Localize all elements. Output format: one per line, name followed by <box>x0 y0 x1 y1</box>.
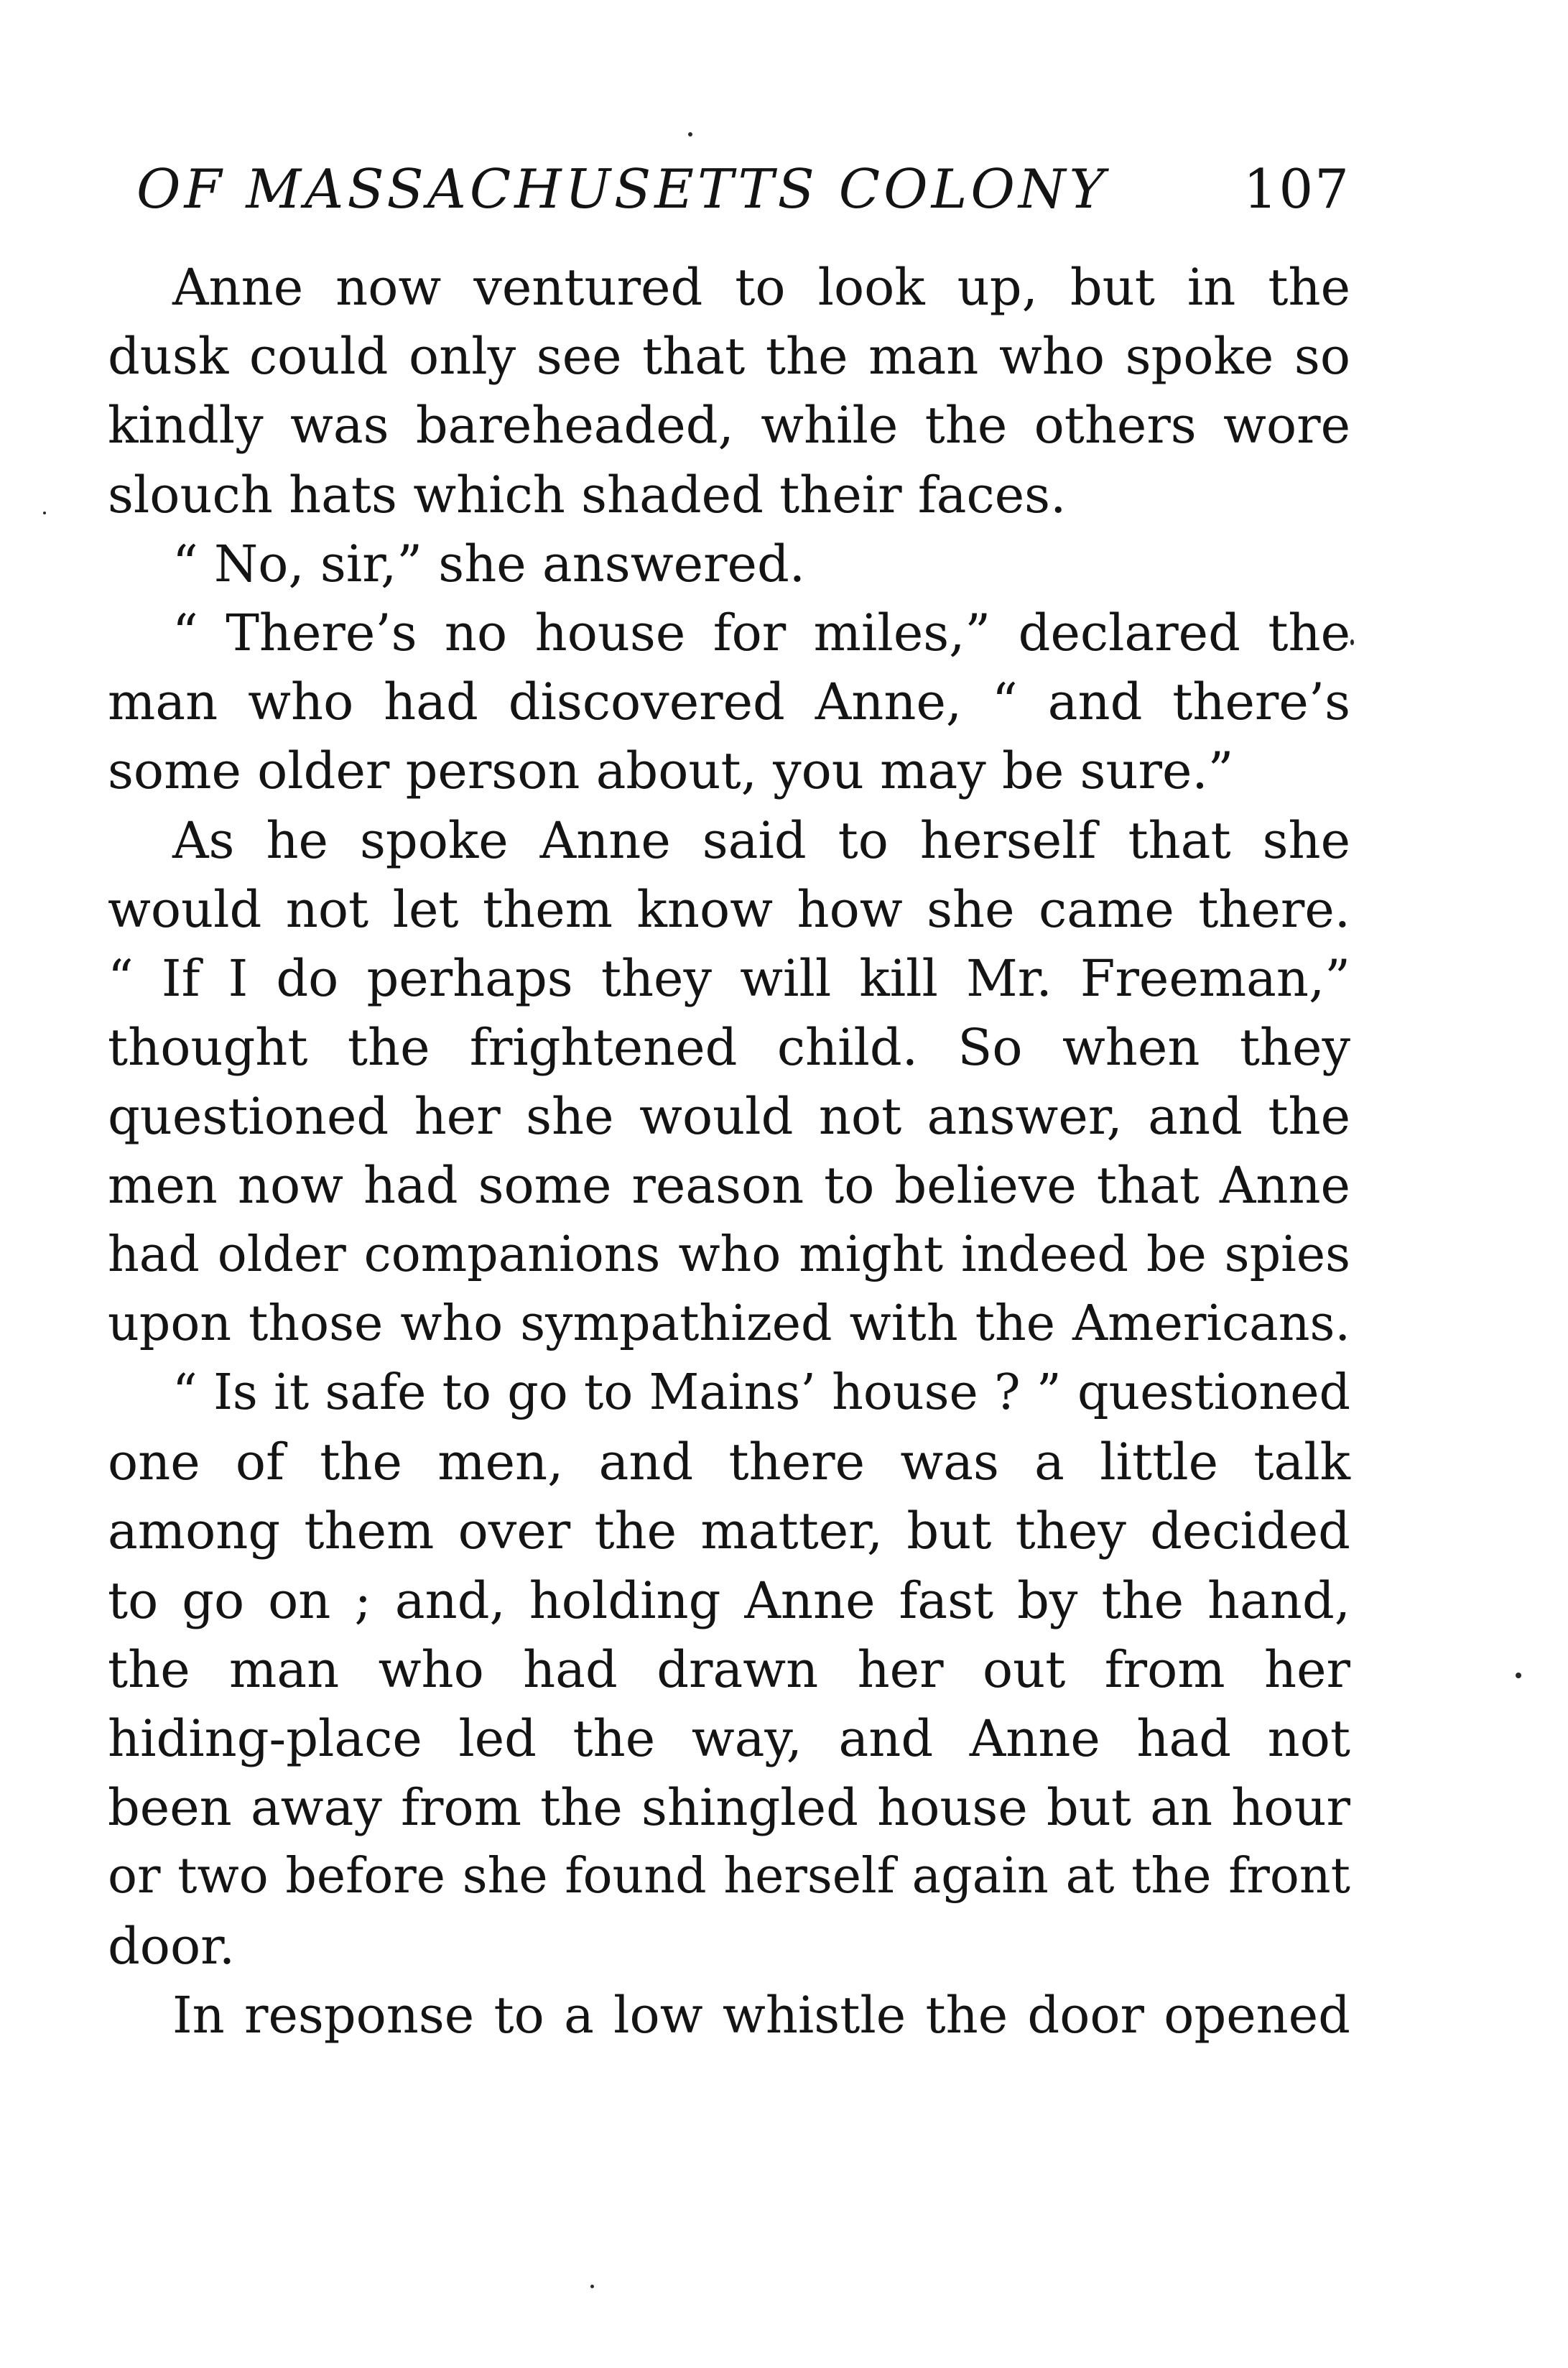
text-line: door. <box>108 1916 236 1976</box>
print-speck <box>688 132 692 137</box>
text-line: had older companions who might indeed be spies <box>108 1226 1350 1283</box>
text-line: hiding-place led the way, and Anne had not <box>108 1708 1350 1768</box>
text-line: dusk could only see that the man who spoke so <box>108 327 1350 387</box>
text-line: As he spoke Anne said to herself that she <box>172 810 1350 870</box>
text-line: questioned her she would not answer, and the <box>108 1087 1350 1147</box>
text-line: would not let them know how she came there. <box>108 879 1350 939</box>
print-speck <box>43 512 46 514</box>
text-line: thought the frightened child. So when they <box>108 1018 1350 1078</box>
text-line: or two before she found herself again at the front <box>108 1848 1350 1905</box>
text-line: man who had discovered Anne, “ and there’s <box>108 672 1350 732</box>
print-speck <box>1516 1673 1521 1678</box>
text-line: some older person about, you may be sure.” <box>108 741 1234 801</box>
text-line: one of the men, and there was a little talk <box>108 1433 1350 1492</box>
running-head-title: OF MASSACHUSETTS COLONY <box>136 157 1109 221</box>
page-number: 107 <box>1243 157 1350 221</box>
text-line: upon those who sympathized with the Americans. <box>108 1295 1350 1352</box>
running-head <box>108 149 1350 228</box>
text-line: the man who had drawn her out from her <box>108 1639 1350 1699</box>
print-speck <box>1350 639 1354 645</box>
body-text <box>108 253 1350 2050</box>
text-line: “ There’s no house for miles,” declared the <box>172 603 1350 662</box>
text-line: In response to a low whistle the door opened <box>172 1985 1350 2045</box>
text-line: been away from the shingled house but an hour <box>108 1778 1350 1838</box>
text-line: among them over the matter, but they decided <box>108 1502 1350 1561</box>
text-line: kindly was bareheaded, while the others wore <box>108 396 1350 455</box>
print-speck <box>590 2285 594 2288</box>
text-line: “ Is it safe to go to Mains’ house ? ” questioned <box>172 1364 1350 1421</box>
text-line: slouch hats which shaded their faces. <box>108 465 1067 524</box>
text-line: Anne now ventured to look up, but in the <box>172 258 1350 317</box>
text-line: to go on ; and, holding Anne fast by the hand, <box>108 1571 1350 1630</box>
text-line: “ No, sir,” she answered. <box>172 534 806 593</box>
text-line: men now had some reason to believe that Anne <box>108 1156 1350 1216</box>
text-line: “ If I do perhaps they will kill Mr. Freeman,” <box>108 948 1350 1008</box>
